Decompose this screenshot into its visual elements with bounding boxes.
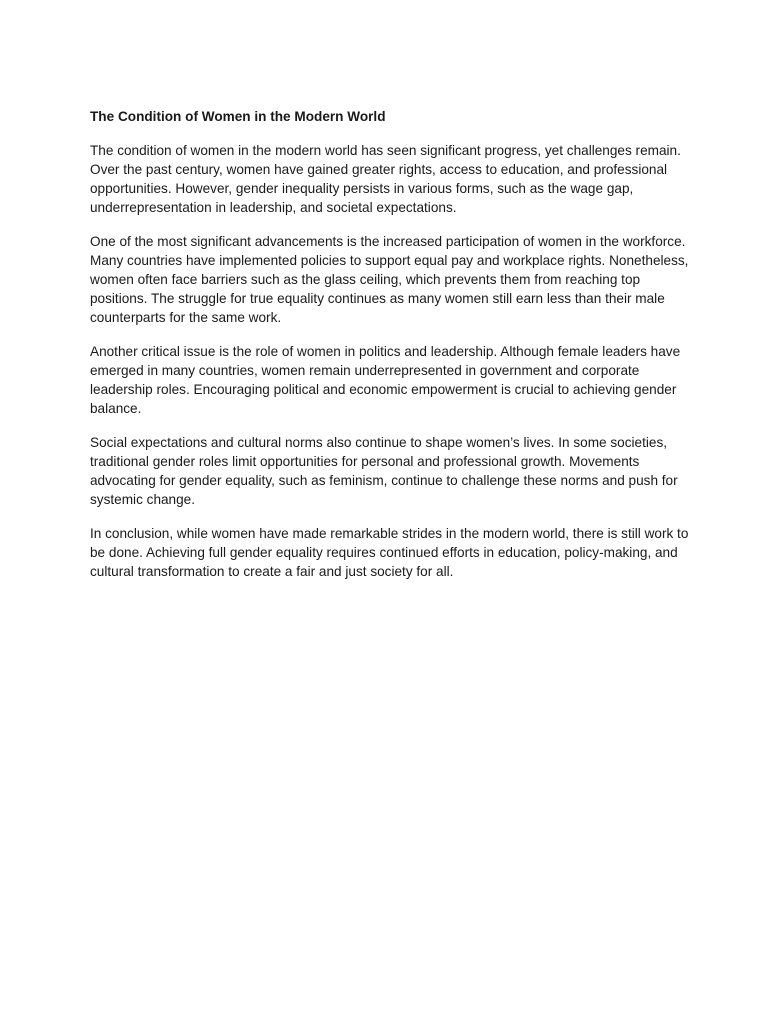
paragraph-social-norms: Social expectations and cultural norms also continue to shape women’s lives. In some societies, traditional gender roles limit opportunities for personal and professional growth. Movements advocating for gender equality, such as feminism, continue to challenge these norms and push for systemic change. — [90, 435, 678, 507]
paragraph-politics: Another critical issue is the role of women in politics and leadership. Although female leaders have emerged in many countries, women remain underrepresented in government and corporate leadership roles. Encouraging political and economic empowerment is crucial to achieving gender balance. — [90, 344, 681, 416]
document-body — [90, 107, 690, 596]
paragraph-conclusion: In conclusion, while women have made remarkable strides in the modern world, there is still work to be done. Achieving full gender equality requires continued efforts in education, policy-making, and cultural transformation to create a fair and just society for all. — [90, 526, 689, 579]
document-title: The Condition of Women in the Modern World — [90, 109, 386, 124]
paragraph-intro: The condition of women in the modern world has seen significant progress, yet challenges remain. Over the past century, women have gained greater rights, access to education, and professional opportunities. However, gender inequality persists in various forms, such as the wage gap, underrepresentation in leadership, and societal expectations. — [90, 143, 681, 215]
paragraph-workforce: One of the most significant advancements is the increased participation of women in the workforce. Many countries have implemented policies to support equal pay and workplace rights. Nonetheless, women often face barriers such as the glass ceiling, which prevents them from reaching top positions. The struggle for true equality continues as many women still earn less than their male counterparts for the same work. — [90, 234, 689, 325]
